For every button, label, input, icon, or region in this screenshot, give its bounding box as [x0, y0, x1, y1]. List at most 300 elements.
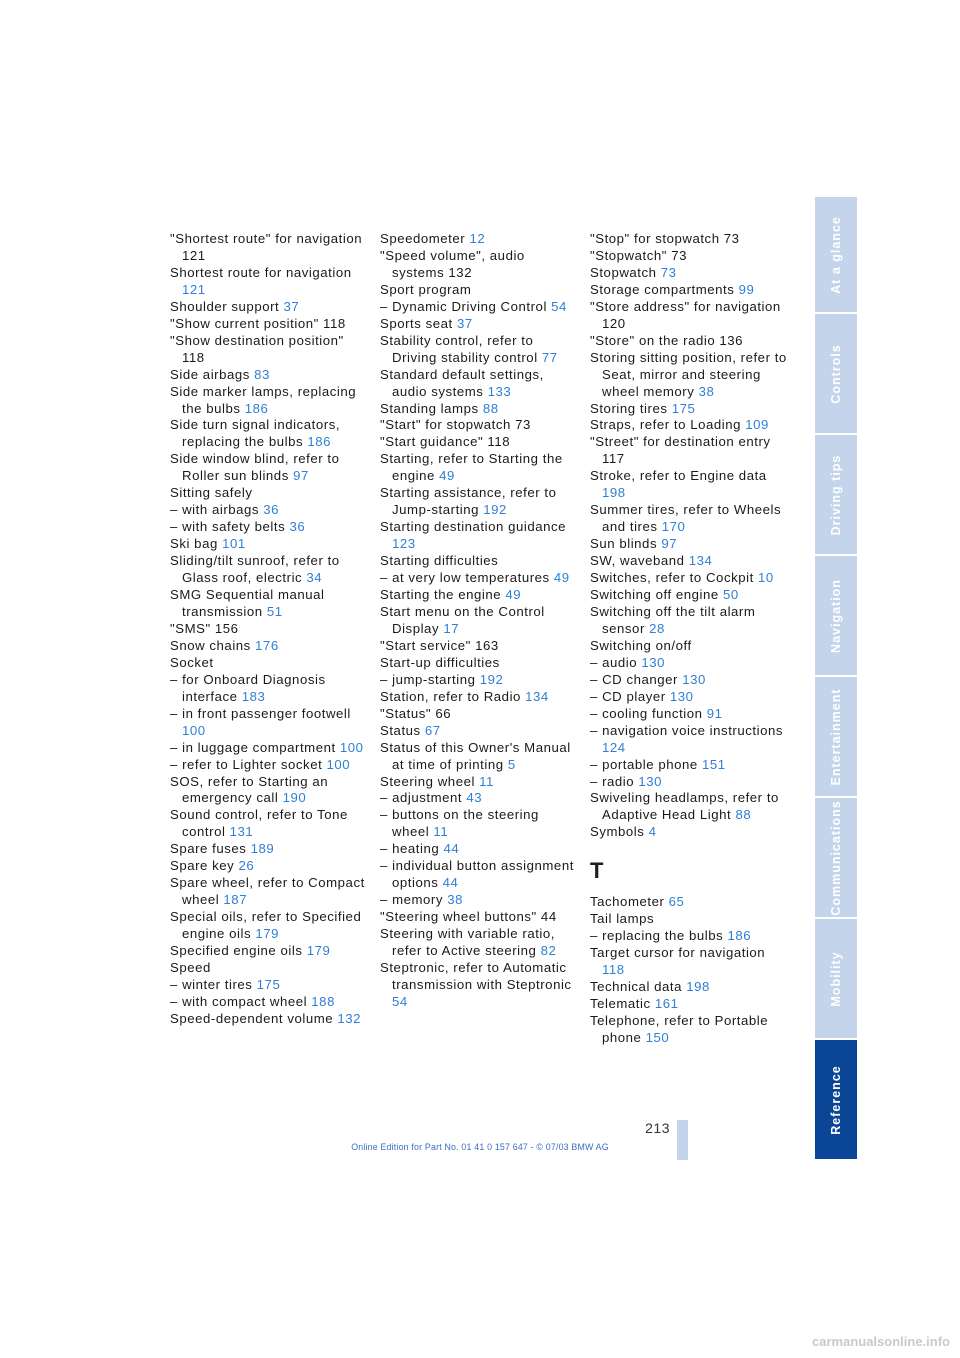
page-link[interactable]: 97: [293, 468, 309, 484]
page-link[interactable]: 99: [738, 281, 755, 297]
page-link[interactable]: 186: [244, 400, 269, 416]
page-link[interactable]: 44: [442, 875, 459, 891]
page-link[interactable]: 188: [311, 993, 335, 1009]
index-entry: [380, 740, 580, 774]
index-entry: [170, 536, 370, 553]
index-entry: [170, 960, 370, 977]
page-link[interactable]: 28: [649, 620, 665, 636]
index-term: Switching off engine: [590, 587, 724, 603]
page-link[interactable]: 179: [306, 943, 331, 959]
index-entry: [170, 587, 370, 621]
index-term: – winter tires: [170, 976, 257, 992]
index-entry: [170, 316, 370, 333]
index-term: Telephone, refer to Portable phone: [590, 1012, 769, 1045]
index-entry: [590, 333, 790, 350]
index-term: – with safety belts: [170, 519, 290, 535]
page-link[interactable]: 192: [483, 502, 507, 518]
index-entry: [380, 248, 580, 282]
page-link[interactable]: 131: [229, 824, 254, 840]
index-term: Swiveling headlamps, refer to Adaptive Head Light: [590, 790, 779, 823]
page-link[interactable]: 37: [283, 298, 300, 314]
page-link[interactable]: 130: [641, 654, 665, 670]
index-term: Switching off the tilt alarm sensor: [590, 603, 756, 636]
index-entry: [170, 943, 370, 960]
index-term: "SMS" 156: [170, 620, 239, 636]
index-term: Starting, refer to Starting the engine: [380, 451, 563, 484]
index-term: – radio: [590, 773, 639, 789]
index-entry: [590, 536, 790, 553]
index-entry: [170, 384, 370, 418]
index-term: Status: [380, 722, 425, 738]
index-term: Station, refer to Radio: [380, 688, 526, 704]
page-link[interactable]: 198: [602, 485, 626, 501]
index-term: Stopwatch: [590, 264, 661, 280]
index-entry: [170, 417, 370, 451]
page-link[interactable]: 109: [745, 417, 769, 433]
index-term: "Status" 66: [380, 705, 452, 721]
index-term: – in front passenger footwell: [170, 705, 351, 721]
index-term: Start-up difficulties: [380, 654, 500, 670]
index-entry: [170, 638, 370, 655]
index-entry: [590, 265, 790, 282]
page-link[interactable]: 49: [553, 570, 570, 586]
index-term: – refer to Lighter socket: [170, 756, 327, 772]
page-link[interactable]: 10: [758, 570, 774, 586]
index-entry: [590, 638, 790, 655]
section-letter: T: [590, 858, 604, 884]
index-term: Sun blinds: [590, 536, 662, 552]
index-entry: [590, 945, 790, 979]
chapter-tab-controls[interactable]: [815, 314, 857, 433]
index-entry: [590, 570, 790, 587]
page-link[interactable]: 132: [337, 1010, 362, 1026]
edition-footer: Online Edition for Part No. 01 41 0 157 647 - © 07/03 BMW AG: [351, 1142, 609, 1152]
index-entry: [170, 451, 370, 485]
index-term: Symbols: [590, 824, 649, 840]
index-term: Stability control, refer to Driving stability control: [380, 332, 542, 365]
page-link[interactable]: 151: [702, 756, 726, 772]
index-term: "Start" for stopwatch 73: [380, 417, 531, 433]
page-link[interactable]: 123: [392, 536, 416, 552]
index-entry: [590, 604, 790, 638]
chapter-tab-label: Controls: [829, 343, 843, 404]
index-entry: [380, 367, 580, 401]
index-term: "Store" on the radio 136: [590, 332, 744, 348]
page-link[interactable]: 179: [255, 926, 279, 942]
index-term: Side window blind, refer to Roller sun blinds: [170, 451, 340, 484]
index-entry: [380, 858, 580, 892]
index-entry: [380, 841, 580, 858]
page-link[interactable]: 5: [507, 756, 516, 772]
index-term: Steering with variable ratio, refer to Active steering: [380, 926, 556, 959]
index-entry: [170, 655, 370, 672]
index-term: SOS, refer to Starting an emergency call: [170, 773, 329, 806]
index-entry: [170, 519, 370, 536]
index-term: Switching on/off: [590, 637, 692, 653]
index-term: Steptronic, refer to Automatic transmission with Steptronic: [380, 959, 572, 992]
index-entry: [590, 401, 790, 418]
index-entry: [380, 299, 580, 316]
index-term: – memory: [380, 892, 448, 908]
page-link[interactable]: 91: [706, 705, 723, 721]
page-link[interactable]: 73: [660, 264, 677, 280]
page-link[interactable]: 186: [727, 928, 752, 944]
index-term: – Dynamic Driving Control: [380, 298, 552, 314]
index-term: Technical data: [590, 979, 687, 995]
index-entry: [590, 689, 790, 706]
index-entry: [380, 790, 580, 807]
index-term: – navigation voice instructions: [590, 722, 783, 738]
index-entry: [170, 367, 370, 384]
index-entry: [170, 231, 370, 265]
index-entry: [170, 333, 370, 367]
index-entry: [380, 434, 580, 451]
chapter-tab-driving-tips[interactable]: [815, 435, 857, 554]
index-term: Side marker lamps, replacing the bulbs: [170, 383, 357, 416]
index-entry: [590, 502, 790, 536]
index-entry: [170, 994, 370, 1011]
page-link[interactable]: 11: [433, 824, 449, 840]
index-term: Speedometer: [380, 231, 470, 246]
page-link[interactable]: 51: [266, 603, 283, 619]
page-link[interactable]: 175: [256, 976, 281, 992]
page-link[interactable]: 88: [735, 807, 752, 823]
page-link[interactable]: 54: [551, 298, 567, 314]
index-term: – replacing the bulbs: [590, 928, 728, 944]
index-entry: [380, 333, 580, 367]
index-term: Status of this Owner's Manual at time of printing: [380, 739, 571, 772]
index-entry: [590, 723, 790, 757]
index-entry: [170, 841, 370, 858]
index-entry: [380, 587, 580, 604]
index-entry: [590, 417, 790, 434]
index-entry: [590, 248, 790, 265]
index-entry: [590, 894, 790, 911]
index-entry: [590, 774, 790, 791]
index-entry: [380, 960, 580, 1011]
index-entry: [590, 996, 790, 1013]
index-term: "Steering wheel buttons" 44: [380, 909, 557, 925]
page-link[interactable]: 36: [263, 502, 280, 518]
index-entry: [590, 350, 790, 401]
index-entry: [590, 468, 790, 502]
page-link[interactable]: 37: [456, 315, 473, 331]
index-entry: [170, 299, 370, 316]
page-link[interactable]: 121: [182, 281, 206, 297]
page-link[interactable]: 44: [443, 841, 460, 857]
page-link[interactable]: 67: [424, 722, 441, 738]
page-link[interactable]: 49: [505, 587, 522, 603]
index-term: Steering wheel: [380, 773, 480, 789]
index-term: Snow chains: [170, 637, 256, 653]
page-link[interactable]: 77: [541, 349, 558, 365]
index-term: "Start guidance" 118: [380, 434, 511, 450]
page-link[interactable]: 124: [602, 739, 626, 755]
index-entry: [380, 316, 580, 333]
index-entry: [590, 299, 790, 333]
page-link[interactable]: 186: [307, 434, 332, 450]
index-term: Storage compartments: [590, 281, 739, 297]
page-link[interactable]: 38: [698, 383, 715, 399]
chapter-tab-navigation[interactable]: [815, 556, 857, 675]
index-entry: [170, 858, 370, 875]
index-entry: [380, 909, 580, 926]
index-term: Switches, refer to Cockpit: [590, 570, 759, 586]
index-entry: [590, 979, 790, 996]
index-entry: [590, 282, 790, 299]
index-term: – at very low temperatures: [380, 570, 554, 586]
index-entry: [380, 706, 580, 723]
index-entry: [170, 757, 370, 774]
index-term: – individual button assignment options: [380, 858, 574, 891]
page-link[interactable]: 88: [482, 400, 499, 416]
index-term: Standard default settings, audio systems: [380, 366, 544, 399]
index-entry: [590, 231, 790, 248]
index-term: "Show current position" 118: [170, 315, 346, 331]
page-link[interactable]: 150: [645, 1029, 670, 1045]
index-term: "Street" for destination entry 117: [590, 434, 771, 467]
index-entry: [380, 604, 580, 638]
index-term: Shoulder support: [170, 298, 284, 314]
index-term: SW, waveband: [590, 553, 689, 569]
index-term: – adjustment: [380, 790, 467, 806]
index-entry: [590, 757, 790, 774]
index-term: Shortest route for navigation: [170, 264, 352, 280]
index-entry: [170, 977, 370, 994]
index-term: SMG Sequential manual transmission: [170, 587, 325, 619]
index-entry: [170, 706, 370, 740]
index-entry: [170, 621, 370, 638]
index-term: – heating: [380, 841, 444, 857]
chapter-tab-label: Mobility: [829, 950, 843, 1007]
index-entry: [590, 911, 790, 928]
index-entry: [170, 807, 370, 841]
page-number: 213: [645, 1120, 670, 1136]
index-entry: [380, 774, 580, 791]
index-term: "Store address" for navigation 120: [590, 298, 781, 331]
index-term: Spare key: [170, 858, 239, 874]
index-term: Sport program: [380, 281, 472, 297]
chapter-tab-at-a-glance[interactable]: [815, 197, 857, 312]
index-entry: [170, 875, 370, 909]
chapter-tab-entertainment[interactable]: [815, 677, 857, 796]
index-column-2: [380, 231, 580, 1011]
page-link[interactable]: 83: [254, 366, 270, 382]
chapter-tab-label: At a glance: [829, 215, 843, 294]
page-link[interactable]: 118: [602, 962, 625, 978]
page-link[interactable]: 170: [661, 519, 686, 535]
index-entry: [170, 553, 370, 587]
chapter-tab-label: Reference: [829, 1064, 843, 1135]
index-term: Tachometer: [590, 894, 669, 910]
page-link[interactable]: 38: [447, 892, 464, 908]
index-term: – jump-starting: [380, 671, 480, 687]
index-term: Straps, refer to Loading: [590, 417, 746, 433]
page-link[interactable]: 176: [255, 637, 279, 653]
index-term: Speed: [170, 959, 211, 975]
chapter-tab-communications[interactable]: [815, 798, 857, 917]
page-link[interactable]: 133: [487, 383, 512, 399]
index-entry: [380, 672, 580, 689]
page-link[interactable]: 189: [250, 841, 275, 857]
index-term: – portable phone: [590, 756, 703, 772]
index-entry: [380, 417, 580, 434]
page-link[interactable]: 54: [392, 993, 408, 1009]
index-entry: [170, 909, 370, 943]
index-term: "Stopwatch" 73: [590, 247, 687, 263]
chapter-tab-label: Driving tips: [829, 454, 843, 535]
index-entry: [380, 451, 580, 485]
page-link[interactable]: 161: [654, 996, 679, 1012]
index-term: Spare fuses: [170, 841, 251, 857]
watermark: carmanualsonline.info: [812, 1334, 950, 1349]
index-entry: [380, 519, 580, 553]
page-link[interactable]: 190: [282, 790, 307, 806]
index-entry: [590, 790, 790, 824]
index-term: – with airbags: [170, 502, 264, 518]
index-term: Sound control, refer to Tone control: [170, 807, 348, 840]
index-term: Side turn signal indicators, replacing the bulbs: [170, 417, 341, 450]
index-term: Telematic: [590, 996, 655, 1012]
index-entry: [380, 723, 580, 740]
index-term: Target cursor for navigation: [590, 945, 766, 961]
page-link[interactable]: 65: [668, 894, 685, 910]
page-link[interactable]: 130: [638, 773, 663, 789]
index-entry: [590, 672, 790, 689]
page-link[interactable]: 130: [682, 671, 706, 687]
chapter-tab-label: Entertainment: [829, 687, 843, 786]
index-term: Storing sitting position, refer to Seat, mirror and steering wheel memory: [590, 349, 787, 399]
index-term: – cooling function: [590, 705, 707, 721]
index-term: – CD player: [590, 688, 670, 704]
index-term: Tail lamps: [590, 911, 655, 927]
index-term: Starting the engine: [380, 587, 506, 603]
index-term: – in luggage compartment: [170, 739, 340, 755]
index-entry: [170, 485, 370, 502]
page-link[interactable]: 134: [525, 688, 549, 704]
chapter-tab-label: Navigation: [829, 578, 843, 653]
index-term: Special oils, refer to Specified engine oils: [170, 909, 362, 942]
index-term: "Start service" 163: [380, 637, 499, 653]
index-term: Side airbags: [170, 366, 255, 382]
page-link[interactable]: 50: [723, 587, 739, 603]
page-link[interactable]: 43: [466, 790, 483, 806]
index-term: Sitting safely: [170, 485, 253, 501]
index-term: "Stop" for stopwatch 73: [590, 231, 740, 246]
index-term: – audio: [590, 654, 642, 670]
page-link[interactable]: 82: [540, 943, 557, 959]
index-term: Stroke, refer to Engine data: [590, 468, 767, 484]
chapter-tab-sidebar: [815, 197, 857, 1161]
page-link[interactable]: 49: [439, 468, 455, 484]
index-term: – CD changer: [590, 671, 683, 687]
page-link[interactable]: 17: [443, 620, 460, 636]
index-entry: [590, 655, 790, 672]
index-term: – for Onboard Diagnosis interface: [170, 671, 326, 704]
index-entry: [170, 502, 370, 519]
index-term: Specified engine oils: [170, 943, 307, 959]
index-entry: [590, 1013, 790, 1047]
index-term: Standing lamps: [380, 400, 483, 416]
index-term: Starting destination guidance: [380, 519, 567, 535]
page-link[interactable]: 134: [688, 553, 713, 569]
index-entry: [380, 807, 580, 841]
index-term: Storing tires: [590, 400, 672, 416]
index-entry: [380, 689, 580, 706]
index-term: – buttons on the steering wheel: [380, 807, 539, 840]
page-link[interactable]: 100: [182, 722, 206, 738]
index-term: Starting assistance, refer to Jump-starting: [380, 485, 557, 518]
index-term: "Show destination position" 118: [170, 332, 344, 365]
page-link[interactable]: 175: [671, 400, 696, 416]
index-term: Start menu on the Control Display: [380, 603, 545, 636]
index-entry: [590, 434, 790, 468]
index-entry: [170, 774, 370, 808]
page-link[interactable]: 198: [686, 979, 710, 995]
index-entry: [590, 587, 790, 604]
index-entry: [170, 265, 370, 299]
index-entry: [380, 570, 580, 587]
page-link[interactable]: 12: [469, 231, 486, 246]
page-link[interactable]: 192: [479, 671, 504, 687]
index-entry: [170, 1011, 370, 1028]
index-entry: [590, 928, 790, 945]
index-entry: [380, 926, 580, 960]
index-term: – with compact wheel: [170, 993, 312, 1009]
index-entry: [380, 638, 580, 655]
index-entry: [170, 740, 370, 757]
page-link[interactable]: 130: [669, 688, 694, 704]
index-entry: [380, 282, 580, 299]
page-number-bar: [677, 1120, 688, 1160]
index-column-3: [590, 231, 790, 1047]
page-link[interactable]: 100: [326, 756, 351, 772]
page-link[interactable]: 34: [306, 570, 323, 586]
page-link[interactable]: 187: [223, 892, 248, 908]
chapter-tab-reference[interactable]: [815, 1040, 857, 1159]
index-entry: [380, 485, 580, 519]
index-term: Sliding/tilt sunroof, refer to Glass roof, electric: [170, 553, 340, 586]
index-entry: [380, 401, 580, 418]
page-link[interactable]: 26: [238, 858, 255, 874]
index-entry: [380, 553, 580, 570]
index-entry: [590, 553, 790, 570]
chapter-tab-label: Communications: [829, 799, 843, 916]
index-term: Summer tires, refer to Wheels and tires: [590, 502, 782, 535]
page-link[interactable]: 97: [661, 536, 678, 552]
index-entry: [590, 706, 790, 723]
page-link[interactable]: 100: [339, 739, 364, 755]
page-link[interactable]: 183: [241, 688, 266, 704]
index-term: "Speed volume", audio systems 132: [380, 247, 525, 280]
index-term: Spare wheel, refer to Compact wheel: [170, 875, 365, 908]
page-link[interactable]: 4: [648, 824, 657, 840]
index-entry: [380, 892, 580, 909]
index-term: "Shortest route" for navigation 121: [170, 231, 363, 263]
index-entry: [590, 824, 790, 841]
index-entry: [380, 655, 580, 672]
chapter-tab-mobility[interactable]: [815, 919, 857, 1038]
page-link[interactable]: 36: [289, 519, 306, 535]
index-column-1: [170, 231, 370, 1028]
index-term: Socket: [170, 654, 214, 670]
index-entry: [380, 231, 580, 248]
index-term: Sports seat: [380, 315, 457, 331]
index-term: Speed-dependent volume: [170, 1010, 338, 1026]
index-entry: [170, 672, 370, 706]
page-link[interactable]: 101: [222, 536, 246, 552]
page-link[interactable]: 11: [479, 773, 494, 789]
